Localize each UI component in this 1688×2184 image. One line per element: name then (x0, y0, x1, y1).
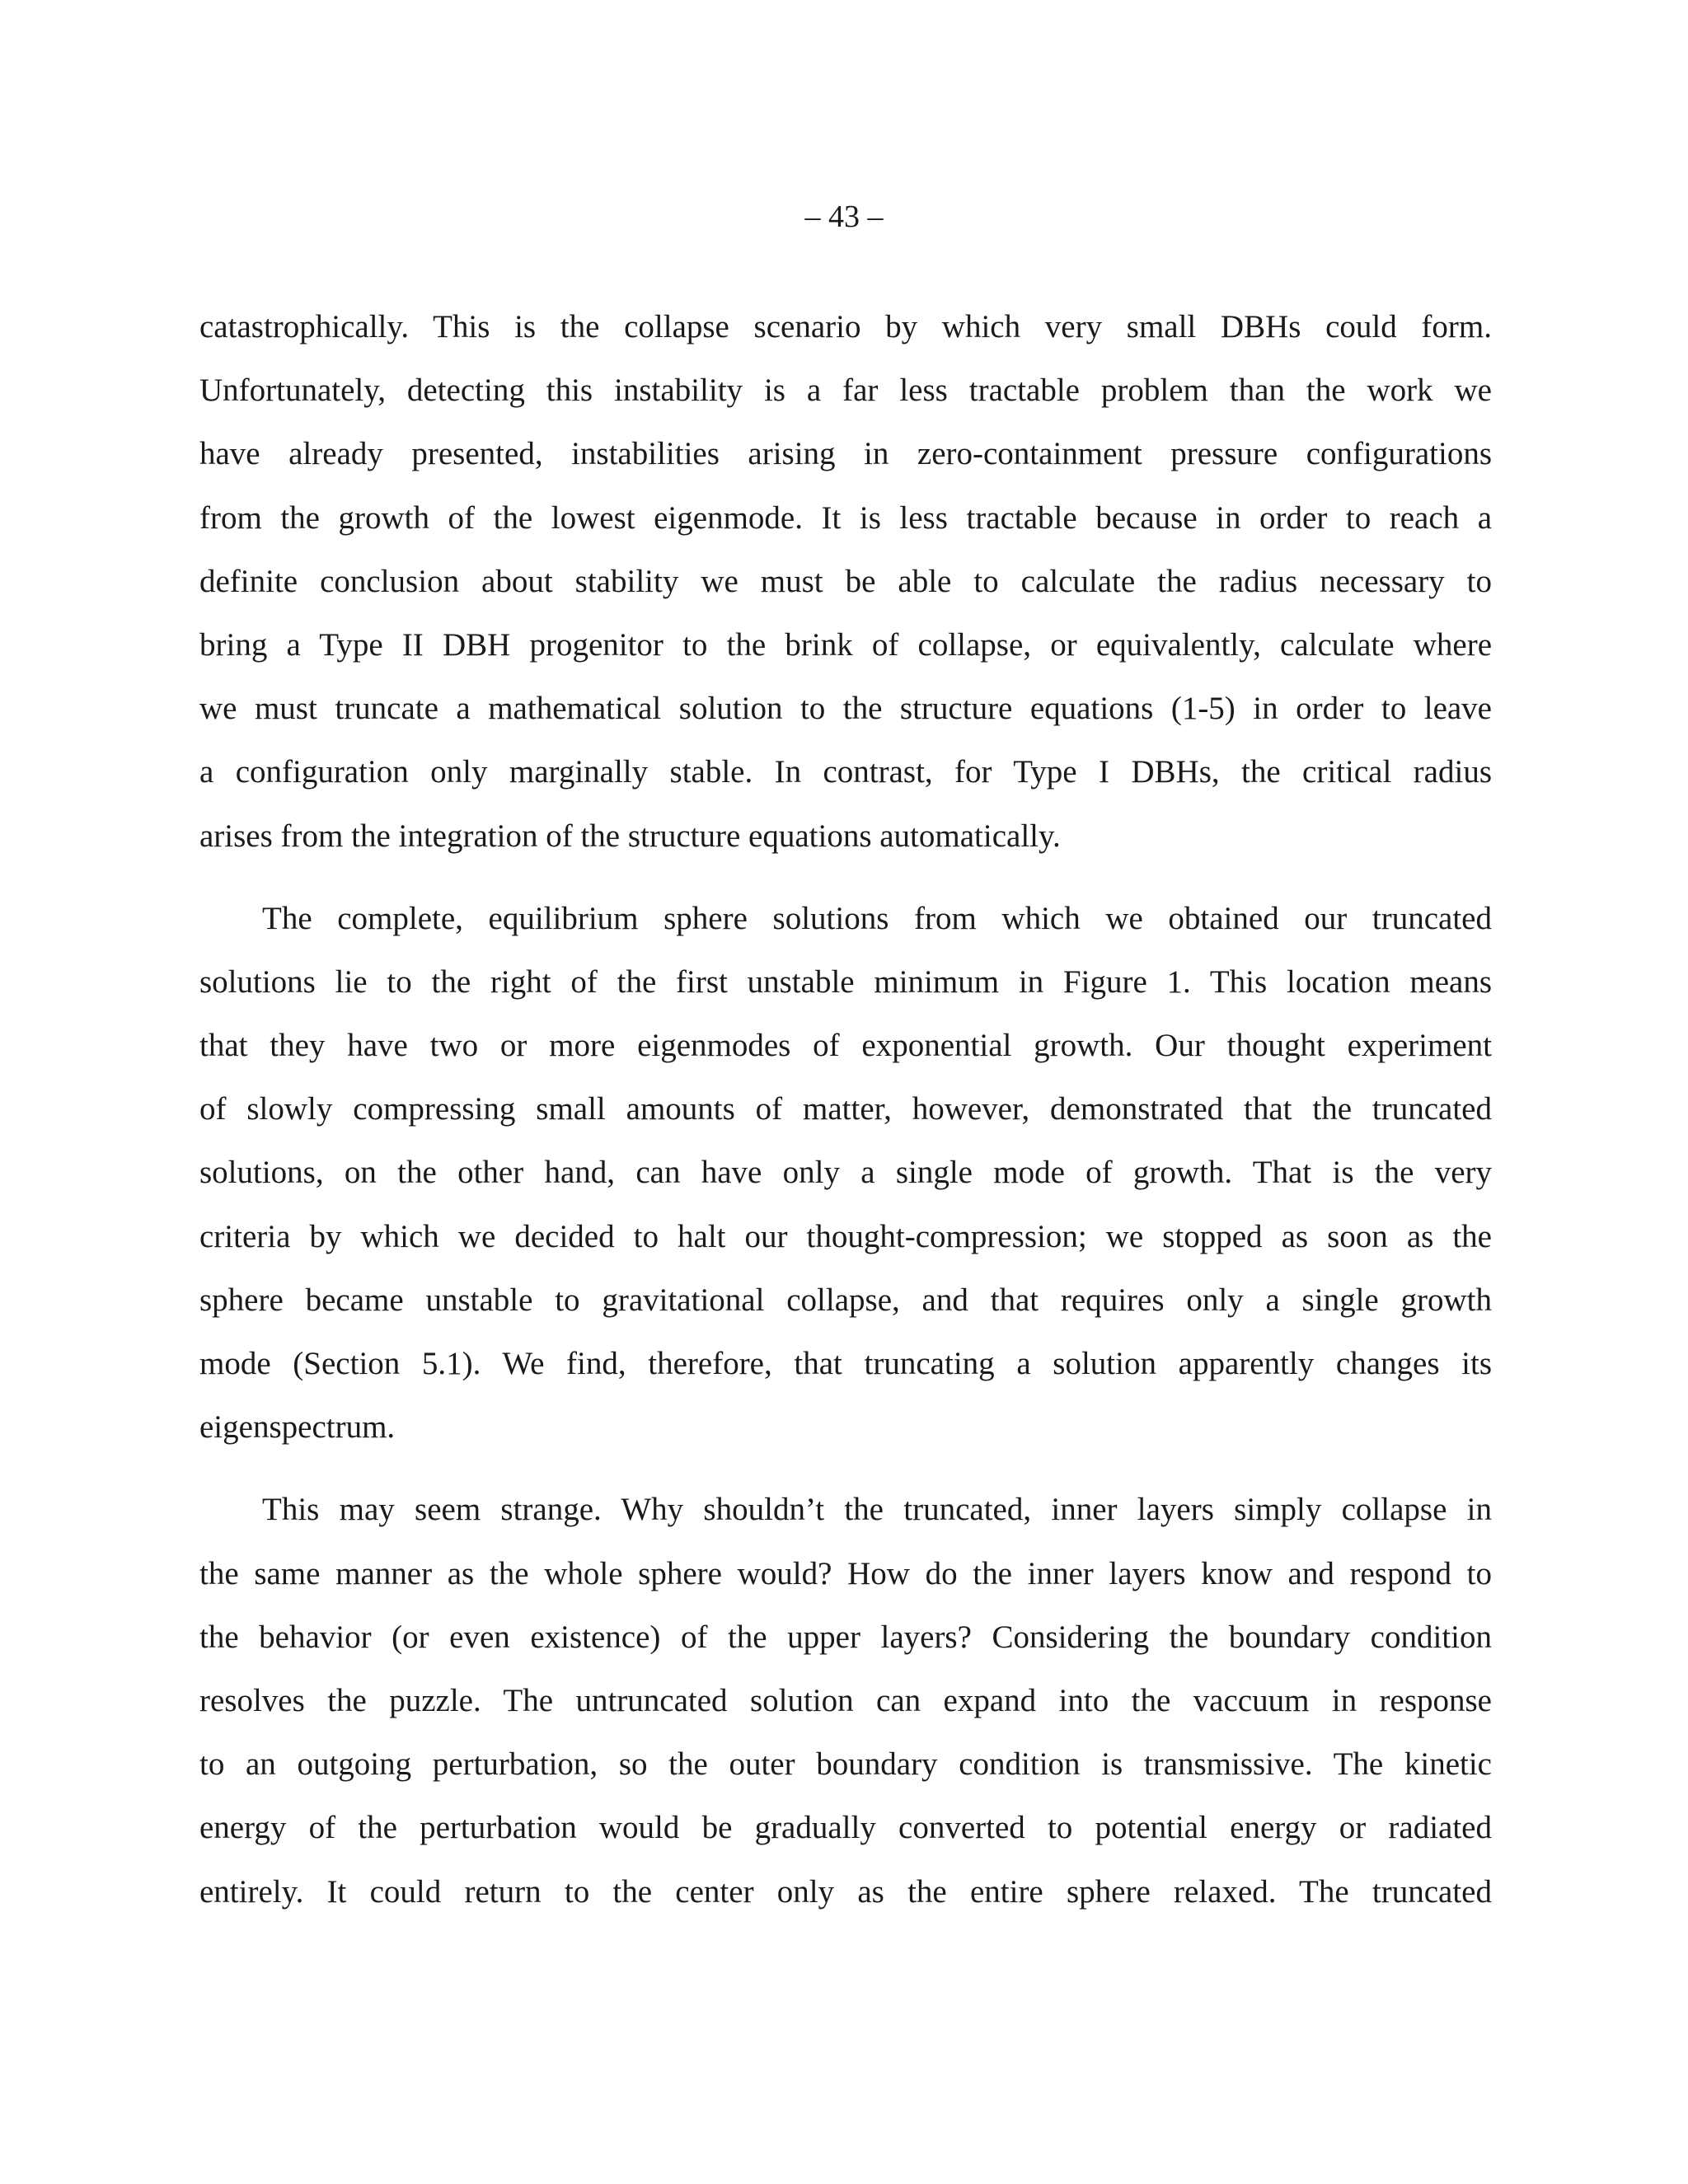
text-line: sphere became unstable to gravitational collapse, and that requires only a single growth (199, 1282, 1492, 1318)
text-line: This may seem strange. Why shouldn’t the truncated, inner layers simply collapse in (262, 1492, 1492, 1528)
text-line: the same manner as the whole sphere would? How do the inner layers know and respond to (199, 1555, 1492, 1591)
body-text (199, 295, 1492, 1924)
text-line: arises from the integration of the structure equations automatically. (199, 818, 1061, 854)
text-line: eigenspectrum. (199, 1409, 396, 1446)
text-line: The complete, equilibrium sphere solutions from which we obtained our truncated (262, 900, 1492, 936)
paragraph-1 (199, 295, 1492, 868)
text-line: solutions lie to the right of the first unstable minimum in Figure 1. This location means (199, 963, 1492, 1000)
text-line: we must truncate a mathematical solution to the structure equations (1-5) in order to leave (199, 691, 1492, 727)
text-line: criteria by which we decided to halt our thought-compression; we stopped as soon as the (199, 1218, 1492, 1254)
text-line: bring a Type II DBH progenitor to the brink of collapse, or equivalently, calculate where (199, 626, 1492, 663)
text-line: resolves the puzzle. The untruncated solution can expand into the vaccuum in response (199, 1682, 1492, 1718)
page-number: – 43 – (804, 199, 884, 234)
text-line: to an outgoing perturbation, so the outer boundary condition is transmissive. The kinetic (199, 1746, 1492, 1783)
text-line: that they have two or more eigenmodes of exponential growth. Our thought experiment (199, 1028, 1492, 1064)
text-line: of slowly compressing small amounts of matter, however, demonstrated that the truncated (199, 1091, 1492, 1127)
text-line: from the growth of the lowest eigenmode. It is less tractable because in order to reach a (199, 499, 1492, 536)
text-line: a configuration only marginally stable. In contrast, for Type I DBHs, the critical radius (199, 754, 1492, 790)
text-line: have already presented, instabilities arising in zero-containment pressure configurations (199, 436, 1492, 472)
paragraph-3 (199, 1478, 1492, 1923)
paragraph-2 (199, 887, 1492, 1460)
text-line: entirely. It could return to the center only as the entire sphere relaxed. The truncated (199, 1873, 1492, 1910)
text-line: solutions, on the other hand, can have only a single mode of growth. That is the very (199, 1155, 1492, 1191)
text-line: energy of the perturbation would be gradually converted to potential energy or radiated (199, 1810, 1492, 1846)
text-line: catastrophically. This is the collapse scenario by which very small DBHs could form. (199, 309, 1492, 344)
text-line: mode (Section 5.1). We find, therefore, that truncating a solution apparently changes its (199, 1346, 1492, 1381)
text-line: the behavior (or even existence) of the upper layers? Considering the boundary condition (199, 1619, 1492, 1655)
text-line: definite conclusion about stability we must be able to calculate the radius necessary to (199, 563, 1492, 599)
text-line: Unfortunately, detecting this instability is a far less tractable problem than the work we (199, 373, 1492, 409)
